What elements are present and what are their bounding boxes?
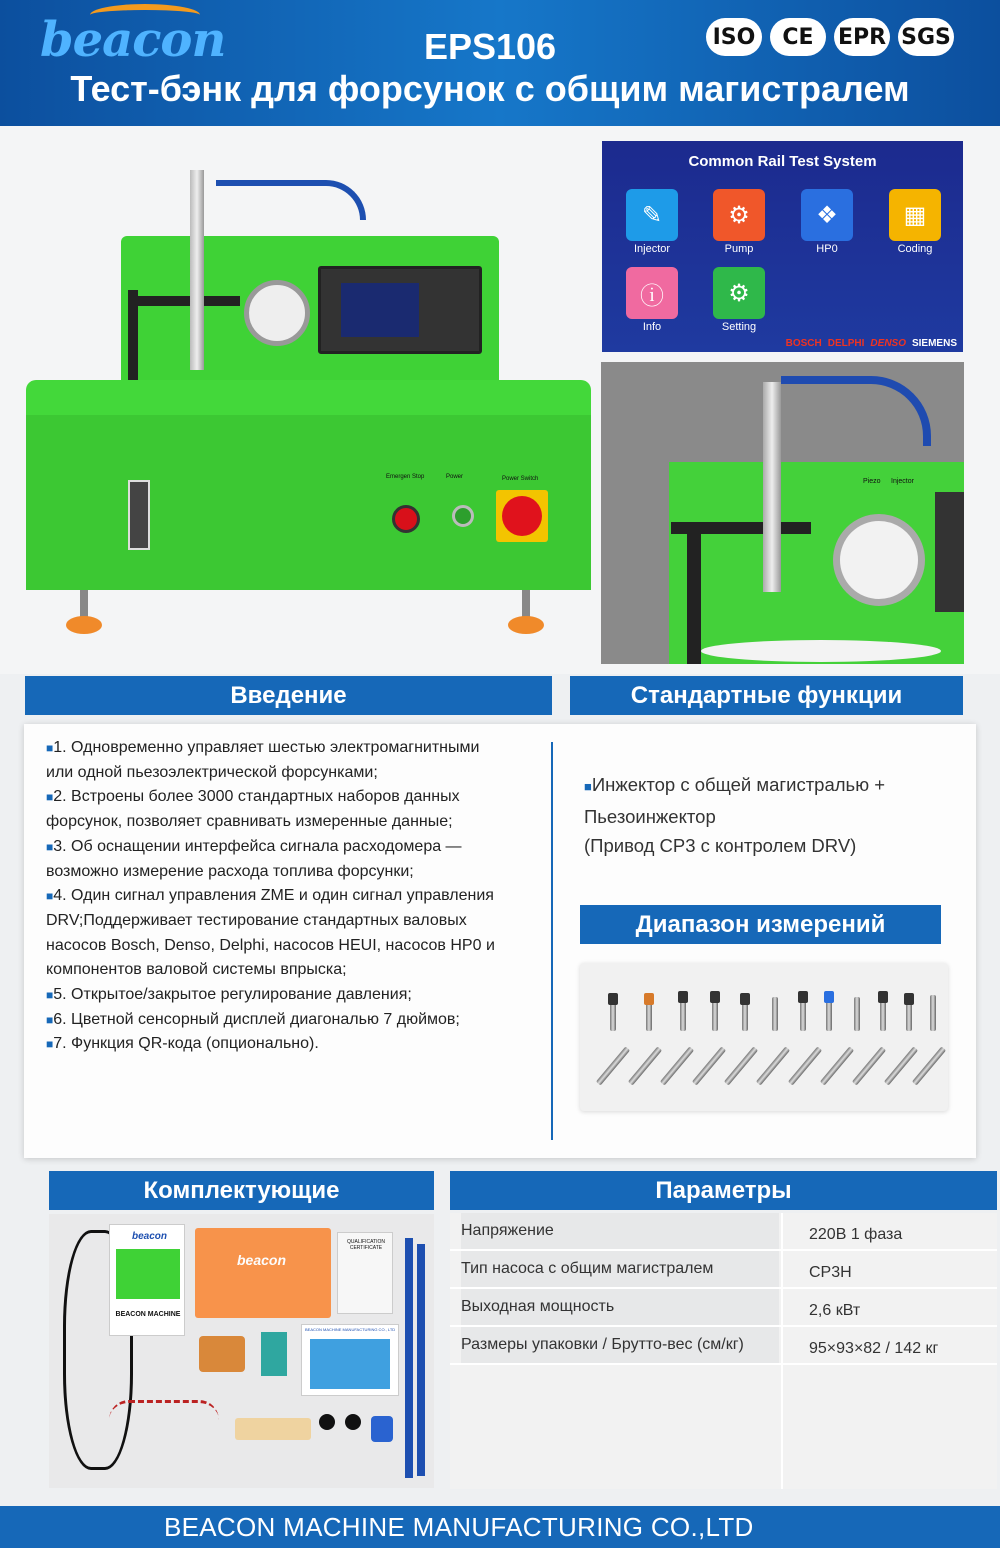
brand-logo: beacon (40, 12, 226, 68)
list-item: ■4. Один сигнал управления ZME и один сигнал управления DRV;Поддерживает тестирование стандартных валовых насосов Bosch, Denso, Delphi, насосов HEUI, насосов HP0 и компонентов валовой системы впрыска; (46, 887, 495, 979)
accessories-heading: Комплектующие (49, 1171, 434, 1210)
model-name: EPS106 (423, 26, 557, 67)
list-item: ■3. Об оснащении интерфейса сигнала расходомера — возможно измерение расхода топлива форсунки; (46, 837, 462, 880)
list-item: ■1. Одновременно управляет шестью электромагнитными или одной пьезоэлектрической форсунками; (46, 739, 480, 781)
bosch-logo: BOSCH (785, 338, 822, 349)
engine-icon: ❖ (801, 189, 853, 241)
emergency-stop-button (392, 505, 420, 533)
list-item: ■7. Функция QR-кода (опционально). (46, 1035, 319, 1053)
injector-range-photo (580, 963, 948, 1111)
delphi-logo: DELPHI (827, 338, 865, 349)
page-title: Тест-бэнк для форсунок с общим магистралем (70, 68, 910, 109)
power-switch-label: Power Switch (502, 476, 539, 482)
params-heading: Параметры (450, 1171, 997, 1210)
power-indicator (452, 505, 474, 527)
pump-icon: ⚙ (713, 189, 765, 241)
certification-badges (706, 18, 954, 56)
pressure-gauge-icon (244, 280, 310, 346)
brand-logos (786, 338, 957, 349)
table-row: Выходная мощность 2,6 кВт (450, 1289, 997, 1327)
standard-functions-text: ■Инжектор с общей магистралью + Пьезоинжектор (Привод CP3 с контролем DRV) (584, 774, 886, 856)
qualification-certificate: QUALIFICATION CERTIFICATE (337, 1232, 393, 1314)
table-row: Размеры упаковки / Брутто-вес (см/кг) 95×93×82 / 142 кг (450, 1327, 997, 1365)
power-switch (496, 490, 548, 542)
document-bag: beacon (195, 1228, 331, 1318)
params-table (450, 1213, 997, 1489)
app-hp0: ❖ HP0 (799, 189, 855, 255)
app-setting: ⚙ Setting (711, 267, 767, 333)
manual-booklet: beacon BEACON MACHINE (109, 1224, 185, 1336)
fuel-hose (216, 180, 366, 220)
app-injector: ✎ Injector (624, 189, 680, 255)
ce-badge: CE (770, 18, 826, 56)
intro-heading: Введение (25, 676, 552, 715)
sgs-badge: SGS (898, 18, 954, 56)
denso-logo: DENSO (870, 338, 906, 349)
screen-title: Common Rail Test System (688, 153, 877, 170)
app-pump: ⚙ Pump (711, 189, 767, 255)
gear-icon: ⚙ (713, 267, 765, 319)
info-icon: ⓘ (626, 267, 678, 319)
software-screen (602, 141, 963, 352)
injector-icon (763, 382, 781, 592)
pressure-gauge-icon (833, 514, 925, 606)
epr-badge: EPR (834, 18, 890, 56)
qr-icon: ▦ (889, 189, 941, 241)
injector-closeup-photo (601, 362, 964, 664)
flowmeter-window (128, 480, 150, 550)
column-divider (551, 742, 553, 1140)
siemens-logo: SIEMENS (911, 338, 957, 349)
app-info: ⓘ Info (624, 267, 680, 333)
accessories-photo (49, 1214, 434, 1488)
table-row: Тип насоса с общим магистралем CP3H (450, 1251, 997, 1289)
injector-icon: ✎ (626, 189, 678, 241)
intro-list (46, 736, 506, 1057)
range-heading: Диапазон измерений (580, 905, 941, 944)
machine-foot-left (66, 590, 102, 640)
app-coding: ▦ Coding (887, 189, 943, 255)
fuel-hose (781, 376, 931, 446)
machine-foot-right (508, 590, 544, 640)
header-banner (0, 0, 1000, 126)
footer-company-name: BEACON MACHINE MANUFACTURING CO.,LTD (0, 1506, 1000, 1548)
list-item: ■6. Цветной сенсорный дисплей диагональю 7 дюймов; (46, 1010, 460, 1028)
injector-icon (190, 170, 204, 370)
standard-functions-heading: Стандартные функции (570, 676, 963, 715)
list-item: ■2. Встроены более 3000 стандартных наборов данных форсунок, позволяет сравнивать измеренные данные; (46, 788, 460, 831)
iso-badge: ISO (706, 18, 762, 56)
piezo-label: Piezo (863, 478, 881, 485)
power-label: Power (446, 474, 464, 480)
table-row: Напряжение 220В 1 фаза (450, 1213, 997, 1251)
list-item: ■5. Открытое/закрытое регулирование давления; (46, 986, 412, 1004)
emergency-stop-label: Emergen Stop (386, 474, 425, 480)
machine-photo (26, 140, 591, 650)
brochure: BEACON MACHINE MANUFACTURING CO., LTD (301, 1324, 399, 1396)
injector-label: Injector (891, 478, 914, 485)
machine-touchscreen (318, 266, 482, 354)
